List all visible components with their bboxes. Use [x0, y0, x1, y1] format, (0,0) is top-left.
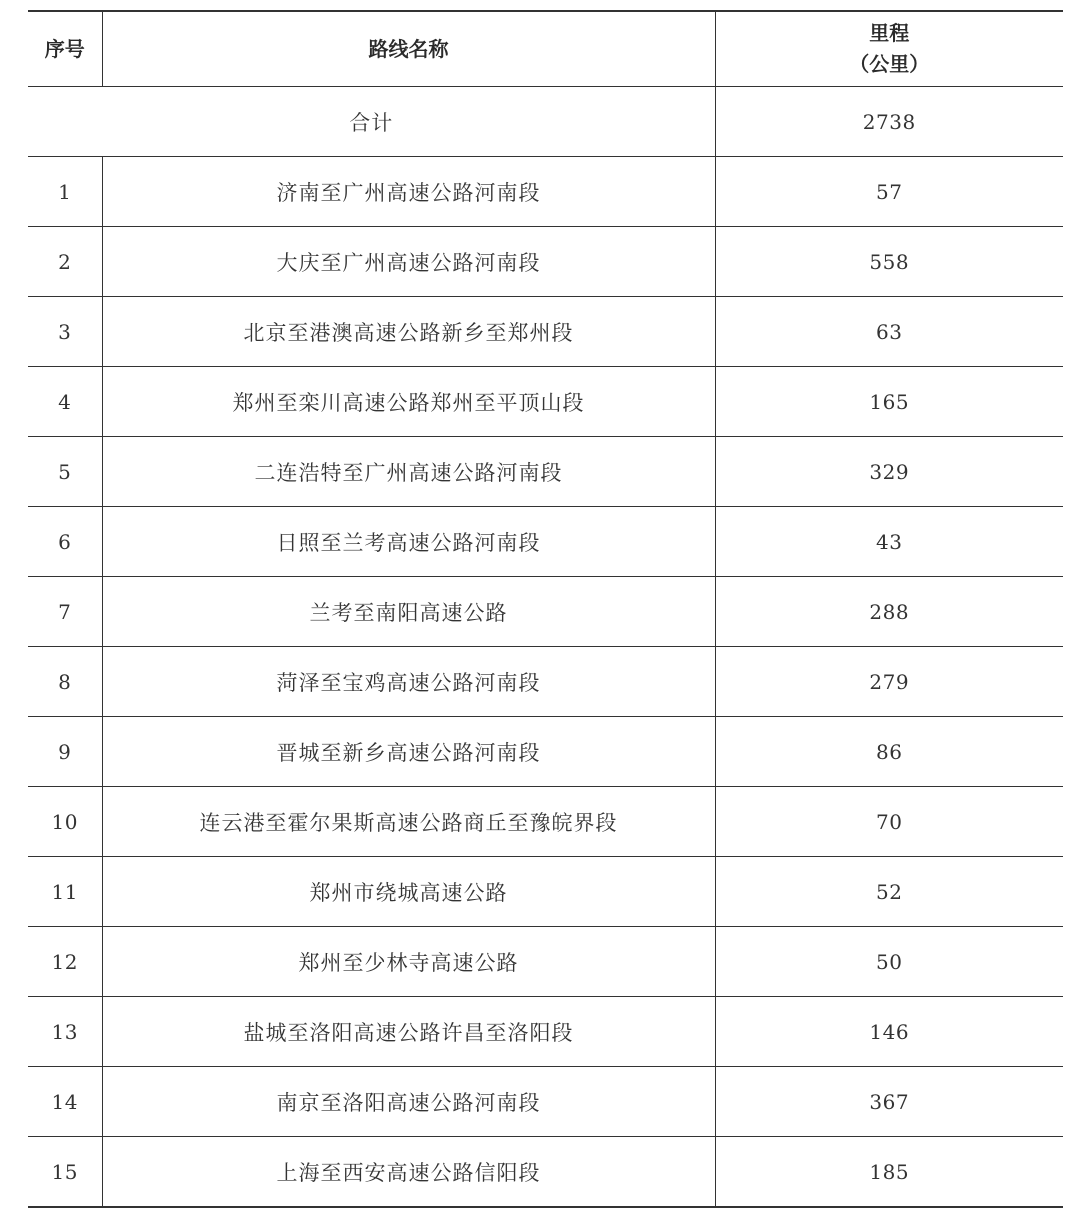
- route-name: 兰考至南阳高速公路: [102, 577, 715, 647]
- route-name: 北京至港澳高速公路新乡至郑州段: [102, 297, 715, 367]
- table-row: [28, 1067, 1063, 1137]
- route-name: 上海至西安高速公路信阳段: [102, 1137, 715, 1208]
- row-number: 5: [28, 437, 102, 507]
- route-length: 165: [715, 367, 1063, 437]
- table-row: [28, 997, 1063, 1067]
- header-row: [28, 11, 1063, 87]
- row-number: 9: [28, 717, 102, 787]
- route-length: 50: [715, 927, 1063, 997]
- route-name: 盐城至洛阳高速公路许昌至洛阳段: [102, 997, 715, 1067]
- header-length-unit: （公里）: [849, 52, 930, 76]
- row-number: 3: [28, 297, 102, 367]
- route-length: 279: [715, 647, 1063, 717]
- route-length: 43: [715, 507, 1063, 577]
- table-row: [28, 927, 1063, 997]
- table-row: [28, 787, 1063, 857]
- header-length: [715, 11, 1063, 87]
- row-number: 13: [28, 997, 102, 1067]
- table-row: [28, 717, 1063, 787]
- route-length: 52: [715, 857, 1063, 927]
- route-name: 郑州至栾川高速公路郑州至平顶山段: [102, 367, 715, 437]
- row-number: 4: [28, 367, 102, 437]
- row-number: 11: [28, 857, 102, 927]
- table-row: [28, 437, 1063, 507]
- table-row: [28, 857, 1063, 927]
- total-value: 2738: [715, 87, 1063, 157]
- route-length: 329: [715, 437, 1063, 507]
- row-number: 15: [28, 1137, 102, 1208]
- route-length: 57: [715, 157, 1063, 227]
- header-route-name: 路线名称: [102, 11, 715, 87]
- route-name: 菏泽至宝鸡高速公路河南段: [102, 647, 715, 717]
- table-row: [28, 577, 1063, 647]
- row-number: 10: [28, 787, 102, 857]
- route-length: 70: [715, 787, 1063, 857]
- table-row: [28, 647, 1063, 717]
- route-name: 郑州市绕城高速公路: [102, 857, 715, 927]
- table-row: [28, 227, 1063, 297]
- header-length-title: 里程: [869, 21, 910, 45]
- row-number: 6: [28, 507, 102, 577]
- table-body: [28, 87, 1063, 1208]
- total-row: [28, 87, 1063, 157]
- header-no: 序号: [28, 11, 102, 87]
- route-length: 146: [715, 997, 1063, 1067]
- table-row: [28, 297, 1063, 367]
- table-row: [28, 507, 1063, 577]
- route-name: 日照至兰考高速公路河南段: [102, 507, 715, 577]
- route-name: 大庆至广州高速公路河南段: [102, 227, 715, 297]
- row-number: 12: [28, 927, 102, 997]
- route-length: 367: [715, 1067, 1063, 1137]
- table-row: [28, 367, 1063, 437]
- route-name: 济南至广州高速公路河南段: [102, 157, 715, 227]
- table-row: [28, 157, 1063, 227]
- route-name: 郑州至少林寺高速公路: [102, 927, 715, 997]
- row-number: 8: [28, 647, 102, 717]
- table-row: [28, 1137, 1063, 1208]
- row-number: 1: [28, 157, 102, 227]
- route-length: 288: [715, 577, 1063, 647]
- route-name: 连云港至霍尔果斯高速公路商丘至豫皖界段: [102, 787, 715, 857]
- route-name: 二连浩特至广州高速公路河南段: [102, 437, 715, 507]
- route-table: [28, 10, 1063, 1208]
- route-length: 63: [715, 297, 1063, 367]
- row-number: 14: [28, 1067, 102, 1137]
- route-length: 185: [715, 1137, 1063, 1208]
- route-name: 晋城至新乡高速公路河南段: [102, 717, 715, 787]
- row-number: 2: [28, 227, 102, 297]
- route-name: 南京至洛阳高速公路河南段: [102, 1067, 715, 1137]
- total-label: 合计: [28, 87, 715, 157]
- route-length: 86: [715, 717, 1063, 787]
- route-length: 558: [715, 227, 1063, 297]
- row-number: 7: [28, 577, 102, 647]
